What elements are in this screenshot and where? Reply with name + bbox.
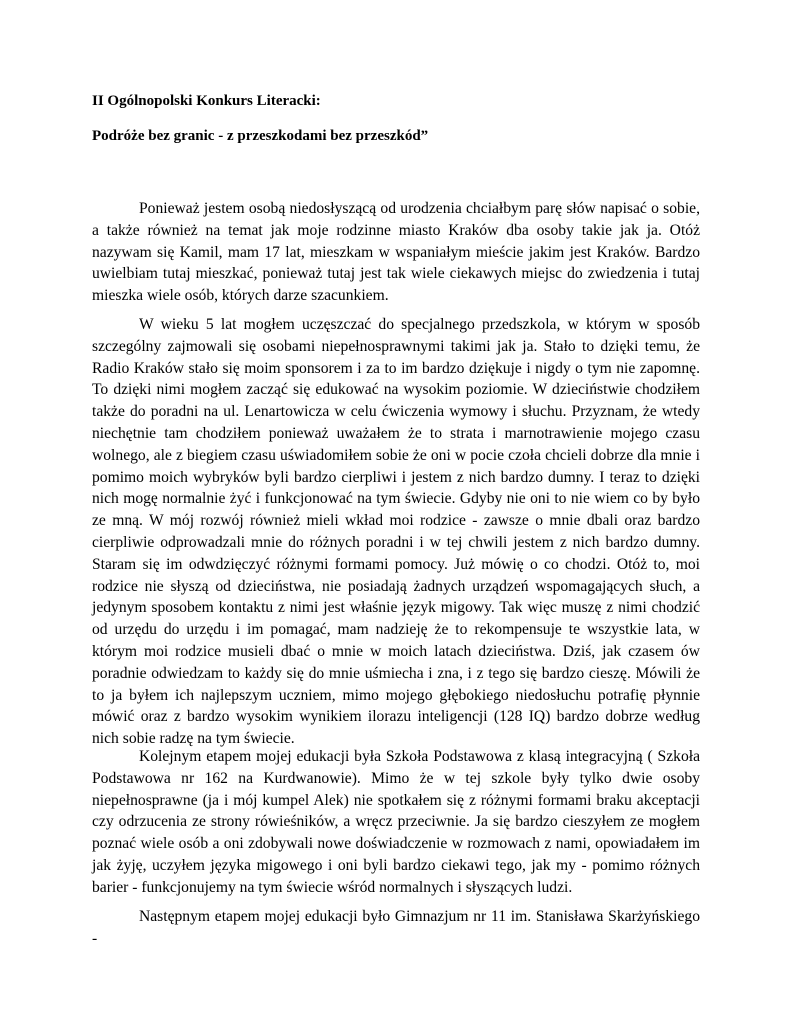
paragraph-3-block [92,746,700,899]
paragraph-4-block [92,906,700,950]
paragraph: Ponieważ jestem osobą niedosłyszącą od urodzenia chciałbym parę słów napisać o sobie, a także również na temat jak moje rodzinne miasto Kraków dba osoby takie jak ja. Otóż nazywam się Kamil, mam 17 lat, mieszkam w wspaniałym mieście jakim jest Kraków. Bardzo uwielbiam tutaj mieszkać, ponieważ tutaj jest tak wiele ciekawych miejsc do zwiedzenia i tutaj mieszka wiele osób, których darze szacunkiem. [92,200,700,305]
paragraph-2-block [92,314,700,750]
essay-title: Podróże bez granic - z przeszkodami bez przeszkód” [92,128,429,144]
contest-title: II Ogólnopolski Konkurs Literacki: [92,93,321,109]
paragraph: Kolejnym etapem mojej edukacji była Szkoła Podstawowa z klasą integracyjną ( Szkoła Podstawowa nr 162 na Kurdwanowie). Mimo że w tej szkole były tylko dwie osoby niepełnosprawne (ja i mój kumpel Alek) nie spotkałem się z różnymi formami braku akceptacji czy odrzucenia ze strony rówieśników, a wręcz przeciwnie. Ja się bardzo cieszyłem ze mogłem poznać wiele osób a oni zdobywali nowe doświadczenie w rozmowach z nami, opowiadałem im jak żyję, uczyłem języka migowego i oni byli bardzo ciekawi tego, jak my - pomimo różnych barier - funkcjonujemy na tym świecie wśród normalnych i słyszących ludzi. [92,748,700,896]
paragraph: Następnym etapem mojej edukacji było Gimnazjum nr 11 im. Stanisława Skarżyńskiego - [92,908,700,947]
paragraph-1-block [92,198,700,307]
paragraph: W wieku 5 lat mogłem uczęszczać do specjalnego przedszkola, w którym w sposób szczególny zajmowali się osobami niepełnosprawnymi takimi jak ja. Stało to dzięki temu, że Radio Kraków stało się moim sponsorem i za to im bardzo dziękuje i nigdy o tym nie zapomnę. To dzięki nimi mogłem zacząć się edukować na wysokim poziomie. W dzieciństwie chodziłem także do poradni na ul. Lenartowicza w celu ćwiczenia wymowy i słuchu. Przyznam, że wtedy niechętnie tam chodziłem ponieważ uważałem że to strata i marnotrawienie mojego czasu wolnego, ale z biegiem czasu uświadomiłem sobie że oni w pocie czoła chcieli dobrze dla mnie i pomimo moich wybryków byli bardzo cierpliwi i jestem z nich bardzo dumny. I teraz to dzięki nich mogę normalnie żyć i funkcjonować na tym świecie. Gdyby nie oni to nie wiem co by było ze mną. W mój rozwój również mieli wkład moi rodzice - zawsze o mnie dbali oraz bardzo cierpliwie odprowadzali mnie do różnych poradni i w tej chwili jestem z nich bardzo dumny. Staram się im odwdzięczyć różnymi formami pomocy. Już mówię o co chodzi. Otóż to, moi rodzice nie słyszą od dzieciństwa, nie posiadają żadnych urządzeń wspomagających słuch, a jedynym sposobem kontaktu z nimi jest właśnie język migowy. Tak więc muszę z nimi chodzić od urzędu do urzędu i im pomagać, mam nadzieję że to rekompensuje te wszystkie lata, w którym moi rodzice musieli dbać o mnie w moich latach dzieciństwa. Dziś, jak czasem ów poradnie odwiedzam to każdy się do mnie uśmiecha i zna, i z tego się bardzo cieszę. Mówili że to ja byłem ich najlepszym uczniem, mimo mojego głębokiego niedosłuchu potrafię płynnie mówić oraz z bardzo wysokim wynikiem ilorazu inteligencji (128 IQ) bardzo dobrze według nich sobie radzę na tym świecie. [92,316,700,748]
